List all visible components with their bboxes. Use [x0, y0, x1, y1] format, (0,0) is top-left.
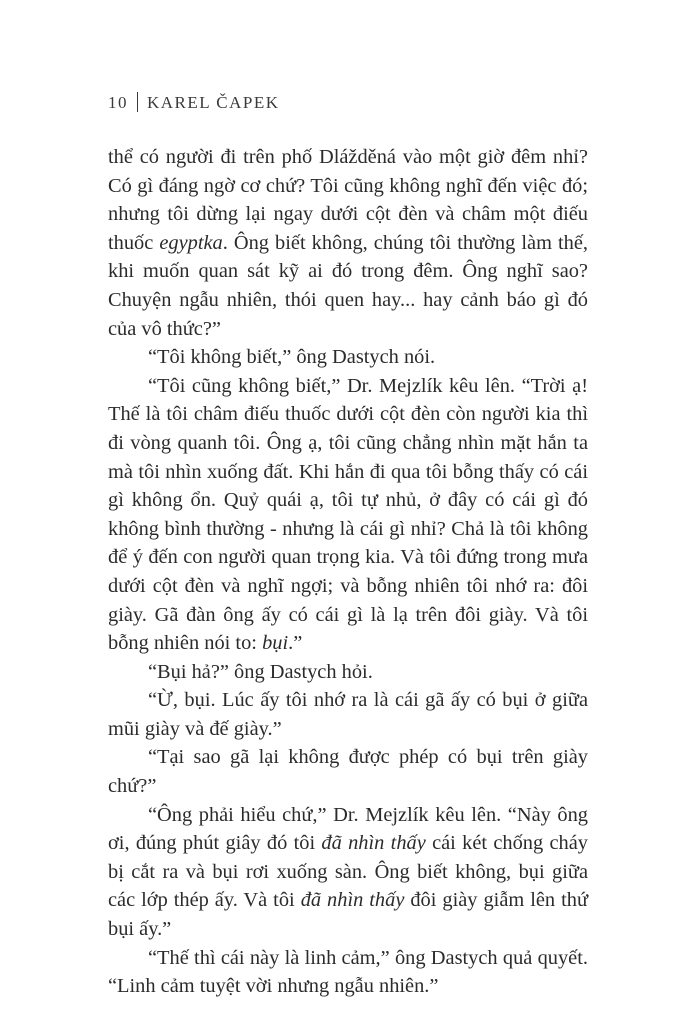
page-number: 10 [108, 93, 128, 112]
header-divider [137, 92, 138, 112]
text-run: thể có người đi trên phố Dlážděná vào một giờ đêm nhỉ? Có gì đáng ngờ cơ chứ? Tôi cũng không nghĩ đến việc đó; nhưng tôi dừng lại ngay dưới cột đèn và châm một điếu thuốc [108, 146, 588, 254]
text-run: “Thế thì cái này là linh cảm,” ông Dastych quả quyết. “Linh cảm tuyệt vời nhưng ngẫu nhiên.” [108, 946, 588, 998]
italic-text: đã nhìn thấy [300, 889, 405, 912]
text-run: “Ừ, bụi. Lúc ấy tôi nhớ ra là cái gã ấy có bụi ở giữa mũi giày và đế giày.” [108, 689, 588, 740]
paragraph [108, 944, 588, 1001]
paragraph [108, 686, 588, 743]
text-run: “Tôi không biết,” ông Dastych nói. [148, 346, 436, 369]
running-head [108, 92, 280, 113]
text-run: cái két chống cháy bị cắt ra và bụi rơi xuống sàn. Ông biết không, bụi giữa các lớp thép ấy. Và tôi [108, 832, 588, 912]
paragraph [108, 801, 588, 944]
italic-text: đã nhìn thấy [321, 832, 426, 855]
text-run: “Bụi hả?” ông Dastych hỏi. [148, 660, 373, 683]
paragraph [108, 743, 588, 800]
text-run: “Ông phải hiểu chứ,” Dr. Mejzlík kêu lên. “Này ông ơi, đúng phút giây đó tôi [108, 803, 588, 855]
paragraph [108, 343, 588, 372]
text-run: . Ông biết không, chúng tôi thường làm thế, khi muốn quan sát kỹ ai đó trong đêm. Ông nghĩ sao? Chuyện ngẫu nhiên, thói quen hay... hay cảnh báo gì đó của vô thức?” [108, 231, 588, 340]
paragraph [108, 658, 588, 687]
paragraph [108, 372, 588, 658]
text-run: “Tôi cũng không biết,” Dr. Mejzlík kêu lên. “Trời ạ! Thế là tôi châm điếu thuốc dưới cột đèn còn người kia thì đi vòng quanh tôi. Ông ạ, tôi cũng chẳng nhìn mặt hắn ta mà tôi nhìn xuống đất. Khi hắn đi qua tôi bỗng thấy có cái gì không ổn. Quỷ quái ạ, tôi tự nhủ, ở đây có cái gì đó không bình thường - nhưng là cái gì nhỉ? Chả là tôi không để ý đến con người quan trọng kia. Và tôi đứng trong mưa dưới cột đèn và nghĩ ngợi; và bỗng nhiên tôi nhớ ra: đôi giày. Gã đàn ông ấy có cái gì là lạ trên đôi giày. Và tôi bỗng nhiên nói to: [108, 374, 588, 655]
body-text [108, 143, 588, 1001]
italic-text: egyptka [159, 231, 223, 254]
author-name: KAREL ČAPEK [147, 93, 280, 112]
text-run: .” [288, 632, 303, 655]
text-run: đôi giày giẫm lên thứ bụi ấy.” [108, 889, 588, 941]
paragraph [108, 143, 588, 343]
text-run: “Tại sao gã lại không được phép có bụi trên giày chứ?” [108, 746, 588, 798]
italic-text: bụi [262, 632, 289, 655]
